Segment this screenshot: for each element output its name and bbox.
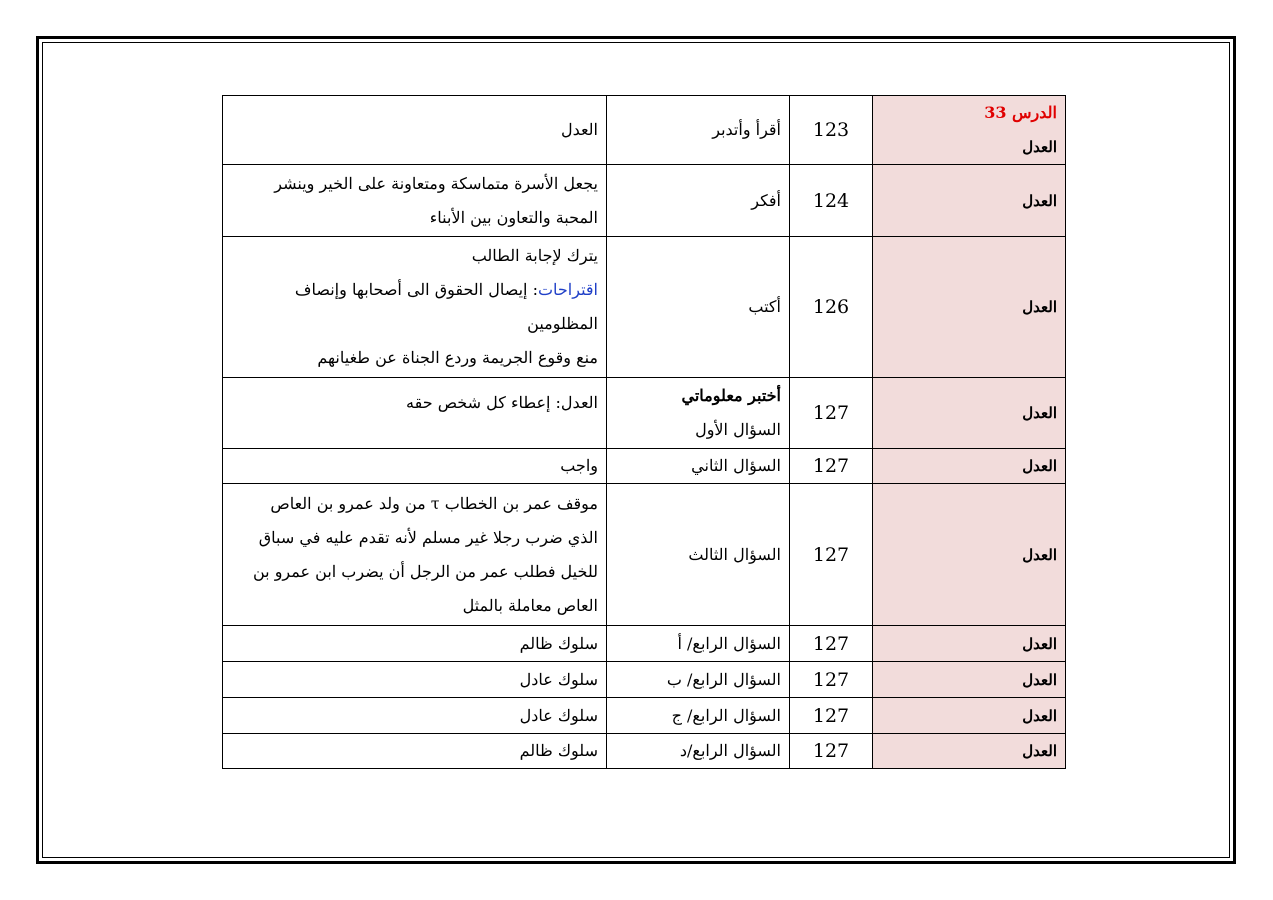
answer-line: سلوك ظالم <box>519 633 598 653</box>
answer-cell <box>223 698 607 734</box>
answer-line: منع وقوع الجريمة وردع الجناة عن طغيانهم <box>317 348 598 367</box>
page-number-cell: 127 <box>790 484 873 626</box>
activity-label: أفكر <box>751 190 781 210</box>
table-row <box>223 378 1066 449</box>
page-number-cell: 127 <box>790 734 873 769</box>
activity-cell <box>607 449 790 484</box>
answer-cell <box>223 449 607 484</box>
activity-label: السؤال الرابع/د <box>679 741 781 760</box>
answer-line: العدل: إعطاء كل شخص حقه <box>406 393 598 412</box>
activity-cell <box>607 165 790 237</box>
answer-line: المظلومين <box>527 314 598 333</box>
table-row <box>223 662 1066 698</box>
lesson-cell: العدل <box>873 484 1066 626</box>
answer-cell <box>223 237 607 378</box>
activity-cell <box>607 96 790 165</box>
lesson-cell: العدل <box>873 626 1066 662</box>
page-number-cell: 127 <box>790 626 873 662</box>
page-number-cell: 127 <box>790 378 873 449</box>
answer-line: سلوك عادل <box>519 705 598 725</box>
lesson-cell: العدل <box>873 698 1066 734</box>
lesson-subject: العدل <box>1022 138 1057 156</box>
table-row <box>223 734 1066 769</box>
answer-cell <box>223 484 607 626</box>
activity-cell <box>607 484 790 626</box>
lesson-cell: العدل <box>873 449 1066 484</box>
activity-cell <box>607 626 790 662</box>
lesson-cell <box>873 96 1066 165</box>
activity-label: السؤال الأول <box>695 420 781 439</box>
page-number-cell: 127 <box>790 698 873 734</box>
activity-cell <box>607 237 790 378</box>
lesson-answers-table <box>222 95 1066 769</box>
lesson-cell: العدل <box>873 237 1066 378</box>
activity-title: أختبر معلوماتي <box>681 386 781 405</box>
answer-cell <box>223 734 607 769</box>
activity-cell <box>607 698 790 734</box>
answer-line: واجب <box>560 456 598 475</box>
lesson-cell: العدل <box>873 165 1066 237</box>
activity-label: أكتب <box>748 297 781 316</box>
table-row <box>223 626 1066 662</box>
answer-line: المحبة والتعاون بين الأبناء <box>429 207 598 227</box>
table-row <box>223 237 1066 378</box>
answer-cell <box>223 378 607 449</box>
answer-cell <box>223 626 607 662</box>
suggestions-text: : إيصال الحقوق الى أصحابها وإنصاف <box>294 280 538 299</box>
page-number-cell: 126 <box>790 237 873 378</box>
table-row <box>223 96 1066 165</box>
activity-cell <box>607 662 790 698</box>
answer-intro: يترك لإجابة الطالب <box>471 246 598 265</box>
activity-label: السؤال الرابع/ ج <box>671 705 781 725</box>
table-row <box>223 449 1066 484</box>
answer-line <box>231 273 598 307</box>
answer-line: العاص معاملة بالمثل <box>462 595 598 615</box>
suggestions-label: اقتراحات <box>537 280 598 299</box>
answer-line: سلوك ظالم <box>519 741 598 760</box>
lesson-cell: العدل <box>873 662 1066 698</box>
answer-line: سلوك عادل <box>519 669 598 689</box>
lesson-cell: العدل <box>873 734 1066 769</box>
answer-cell <box>223 96 607 165</box>
table-row <box>223 165 1066 237</box>
lesson-number: الدرس 33 <box>984 103 1057 122</box>
answer-line: يجعل الأسرة متماسكة ومتعاونة على الخير وينشر <box>274 173 598 193</box>
page-number-cell: 127 <box>790 662 873 698</box>
activity-label: السؤال الثاني <box>691 456 781 475</box>
page-number-cell: 124 <box>790 165 873 237</box>
answer-line: العدل <box>560 120 598 139</box>
activity-label: السؤال الرابع/ أ <box>677 633 781 653</box>
answer-cell <box>223 662 607 698</box>
answer-line: للخيل فطلب عمر من الرجل أن يضرب ابن عمرو بن <box>252 561 598 581</box>
activity-cell <box>607 734 790 769</box>
answer-cell <box>223 165 607 237</box>
table-row <box>223 484 1066 626</box>
activity-cell <box>607 378 790 449</box>
activity-label: أقرأ وأتدبر <box>712 120 781 139</box>
table-row <box>223 698 1066 734</box>
activity-label: السؤال الثالث <box>688 544 781 564</box>
answer-line: موقف عمر بن الخطاب τ من ولد عمرو بن العاص <box>270 493 598 513</box>
answer-line: الذي ضرب رجلا غير مسلم لأنه تقدم عليه في سباق <box>258 527 598 547</box>
lesson-cell: العدل <box>873 378 1066 449</box>
page-number-cell: 123 <box>790 96 873 165</box>
page-number-cell: 127 <box>790 449 873 484</box>
activity-label: السؤال الرابع/ ب <box>666 669 781 689</box>
